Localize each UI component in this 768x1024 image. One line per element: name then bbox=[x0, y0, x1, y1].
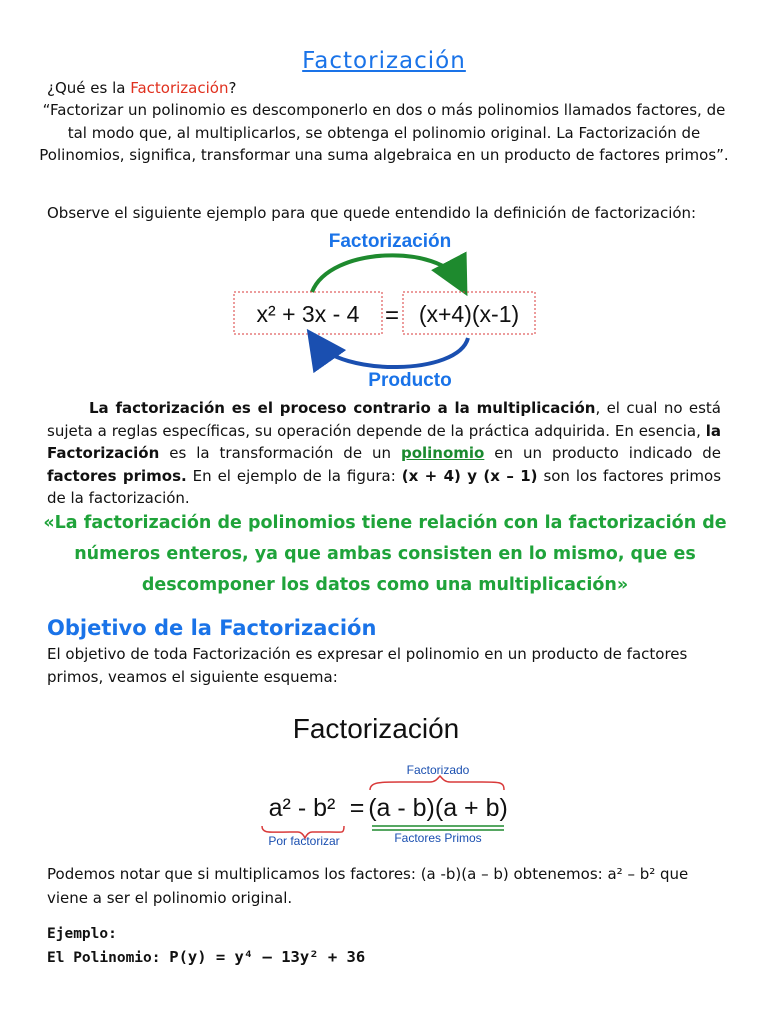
explanation-paragraph bbox=[47, 397, 721, 510]
forward-arrow-icon bbox=[312, 255, 460, 292]
text-span: En el ejemplo de la figura: bbox=[186, 466, 402, 485]
backward-arrow-icon bbox=[316, 338, 468, 367]
objective-heading: Objetivo de la Factorización bbox=[47, 616, 377, 640]
scheme-diagram bbox=[250, 706, 530, 852]
bold-example-factors: (x + 4) y (x – 1) bbox=[401, 466, 538, 485]
scheme-title: Factorización bbox=[292, 713, 460, 744]
highlight-quote: «La factorización de polinomios tiene relación con la factorización de números enteros, ya que ambas consisten en lo mismo, que es descomponer los datos como una multiplicación» bbox=[43, 513, 727, 595]
text-span: es la transformación de un bbox=[159, 444, 401, 462]
question-highlight: Factorización bbox=[130, 79, 229, 97]
question-prefix: ¿Qué es la bbox=[47, 79, 131, 97]
polinomio-link[interactable]: polinomio bbox=[400, 444, 485, 462]
text-span: , el cual no está sujeta a reglas específicas, su operación depende de la práctica adquirida. En esencia, bbox=[47, 399, 721, 440]
factorization-diagram bbox=[220, 226, 550, 392]
right-expression: (x+4)(x-1) bbox=[418, 301, 520, 327]
diagram-top-label: Factorización bbox=[328, 231, 452, 252]
ejemplo-polynomial bbox=[47, 948, 365, 966]
equals-sign: = bbox=[384, 302, 400, 329]
bold-factores-primos: factores primos. bbox=[47, 466, 187, 485]
polinomio-expression: P(y) = y⁴ – 13y² + 36 bbox=[169, 948, 366, 966]
left-expression: x² + 3x - 4 bbox=[256, 301, 360, 327]
observe-text: Observe el siguiente ejemplo para que quede entendido la definición de factorización: bbox=[47, 204, 697, 222]
factores-primos-label: Factores Primos bbox=[394, 831, 482, 845]
ejemplo-label: Ejemplo: bbox=[47, 926, 117, 942]
definition-text: “Factorizar un polinomio es descomponerlo en dos o más polinomios llamados factores, de tal modo que, al multiplicarlos, se obtenga el polinomio original. La Factorización de Polinomios, significa, transformar una suma algebraica en un producto de factores primos”. bbox=[39, 101, 729, 164]
page-title: Factorización bbox=[302, 48, 466, 74]
scheme-right: (a - b)(a + b) bbox=[368, 794, 508, 822]
diagram-bottom-label: Producto bbox=[368, 370, 452, 391]
question-line bbox=[47, 77, 236, 100]
objective-text: El objetivo de toda Factorización es expresar el polinomio en un producto de factores primos, veamos el siguiente esquema: bbox=[47, 645, 688, 686]
top-brace bbox=[370, 776, 504, 790]
bold-la-factorizacion: la Factorización bbox=[47, 421, 721, 462]
polinomio-label: El Polinomio: bbox=[47, 950, 161, 966]
text-span: son los factores primos de la factorización. bbox=[47, 466, 722, 507]
factorizado-label: Factorizado bbox=[406, 763, 470, 777]
bold-intro: La factorización es el proceso contrario a la multiplicación bbox=[89, 399, 596, 417]
question-suffix: ? bbox=[228, 79, 237, 97]
scheme-equals: = bbox=[349, 794, 365, 822]
por-factorizar-label: Por factorizar bbox=[268, 834, 340, 848]
text-span: en un producto indicado de bbox=[484, 444, 721, 462]
scheme-left: a² - b² bbox=[268, 794, 336, 822]
notar-paragraph: Podemos notar que si multiplicamos los factores: (a -b)(a – b) obtenemos: a² – b² que viene a ser el polinomio original. bbox=[47, 865, 689, 907]
